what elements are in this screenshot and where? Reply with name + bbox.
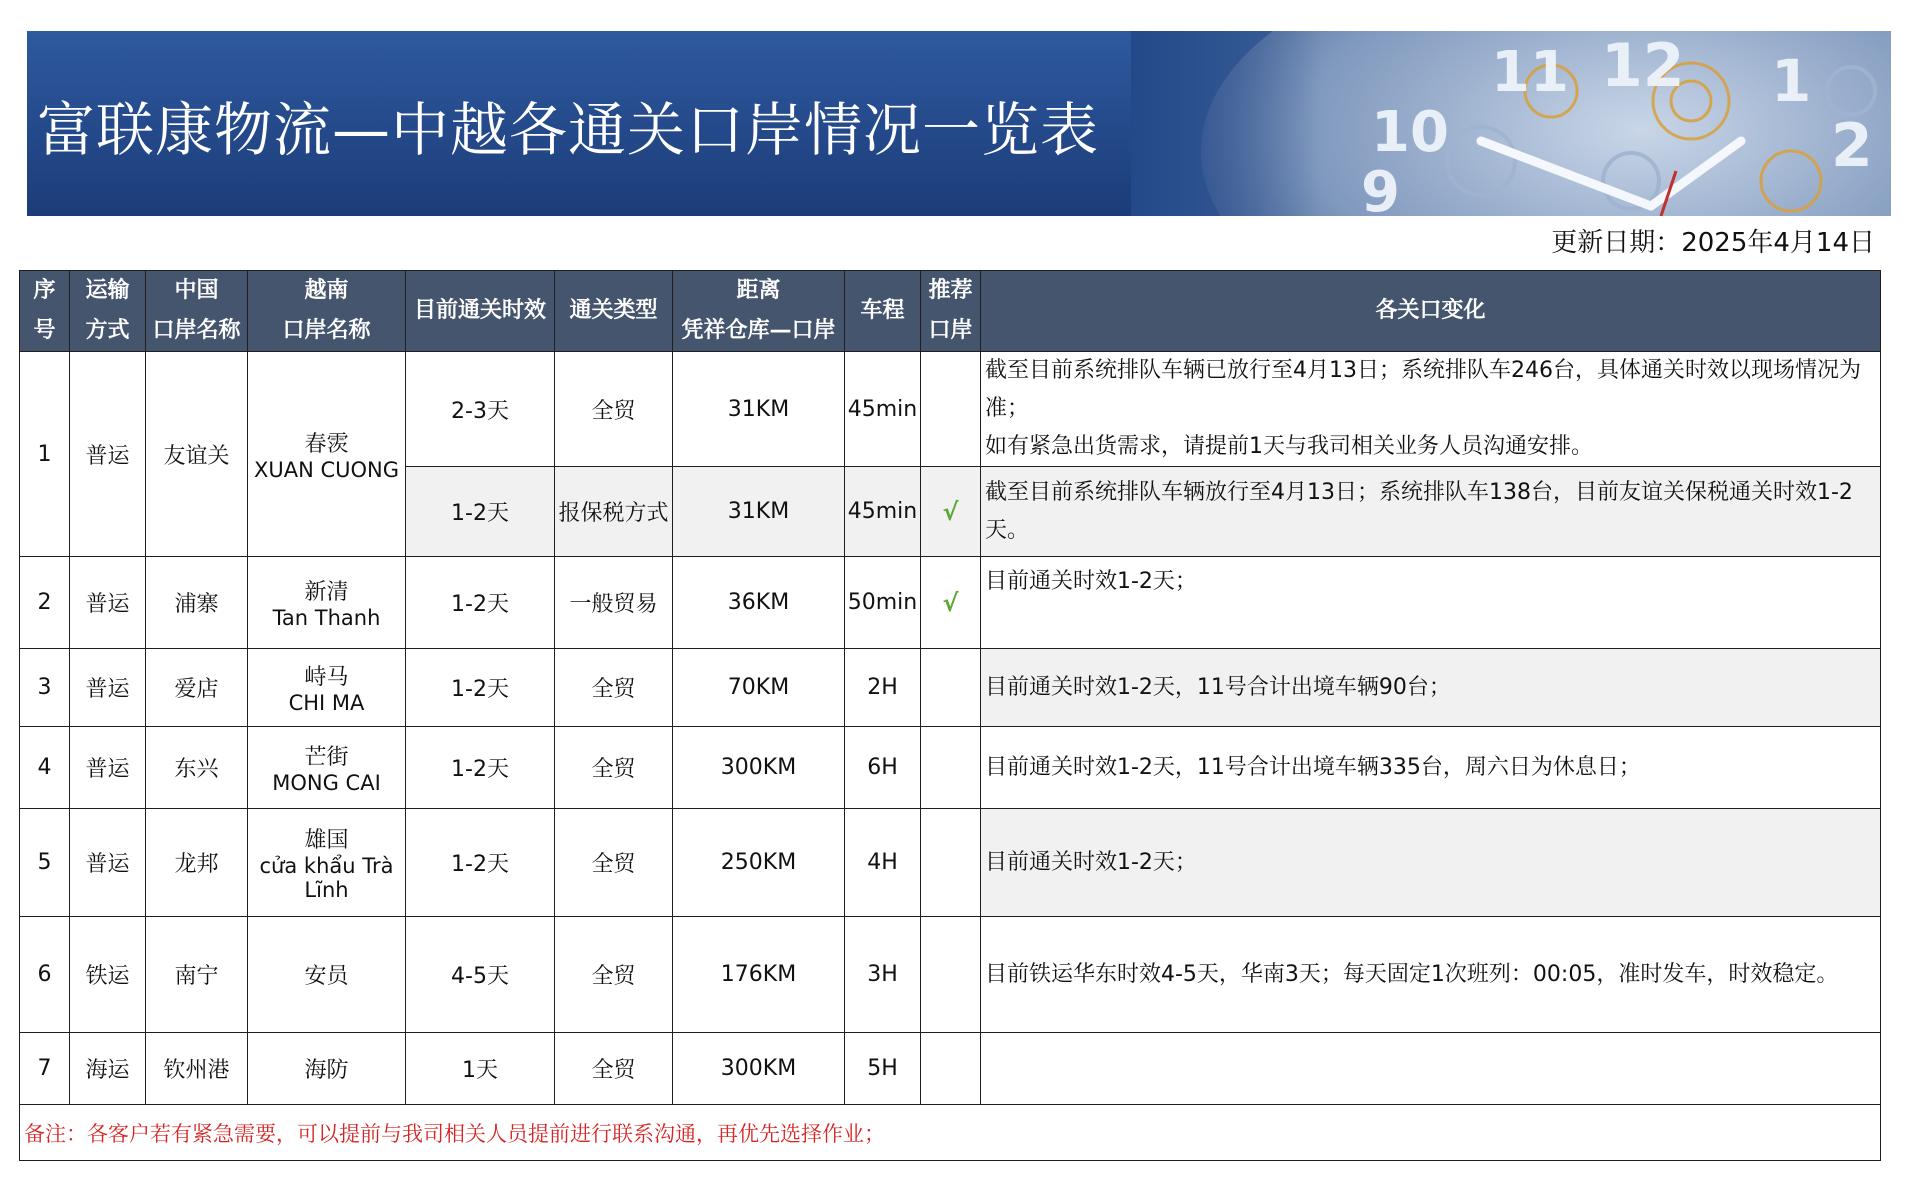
cell-changes: 目前通关时效1-2天；: [981, 809, 1881, 917]
cell-clearance-time: 1-2天: [406, 649, 555, 727]
cell-drive-time: 2H: [845, 649, 921, 727]
cell-distance: 70KM: [673, 649, 845, 727]
cell-transport: 普运: [70, 649, 146, 727]
cell-clearance-type: 一般贸易: [555, 557, 673, 649]
table-row: [20, 557, 1881, 649]
table-header-row: [20, 271, 1881, 352]
vn-port-local-name: XUAN CUONG: [253, 457, 400, 482]
cell-clearance-time: 1-2天: [406, 727, 555, 809]
cell-recommended: [921, 467, 981, 557]
header-drive-time: 车程: [845, 271, 921, 352]
cell-distance: 31KM: [673, 467, 845, 557]
cell-transport: 普运: [70, 557, 146, 649]
cell-clearance-type: 全贸: [555, 727, 673, 809]
cell-changes: 目前通关时效1-2天；: [981, 557, 1881, 649]
port-status-table: [19, 270, 1881, 1161]
vn-port-local-name: cửa khẩu Trà Lĩnh: [259, 854, 394, 902]
cell-seq: 6: [20, 917, 70, 1033]
table-row: [20, 917, 1881, 1033]
cell-clearance-type: 全贸: [555, 1033, 673, 1105]
vn-port-local-name: CHI MA: [288, 691, 365, 715]
table-row: [20, 809, 1881, 917]
cell-changes: 目前铁运华东时效4-5天，华南3天；每天固定1次班列：00:05，准时发车，时效稳定。: [981, 917, 1881, 1033]
cell-cn-port: 友谊关: [146, 352, 248, 557]
vn-port-cn-name: 春䨏: [304, 431, 349, 457]
cell-changes: 目前通关时效1-2天，11号合计出境车辆335台，周六日为休息日；: [981, 727, 1881, 809]
cell-clearance-type: 全贸: [555, 917, 673, 1033]
cell-cn-port: 南宁: [146, 917, 248, 1033]
cell-vn-port: [248, 352, 406, 557]
update-date: 更新日期：2025年4月14日: [1551, 228, 1875, 258]
cell-clearance-type: 全贸: [555, 352, 673, 467]
cell-drive-time: 6H: [845, 727, 921, 809]
cell-seq: 1: [20, 352, 70, 557]
cell-clearance-time: 4-5天: [406, 917, 555, 1033]
vn-port-cn-name: 芒街: [304, 745, 349, 770]
cell-changes: 目前通关时效1-2天，11号合计出境车辆90台；: [981, 649, 1881, 727]
cell-clearance-type: 全贸: [555, 809, 673, 917]
cell-clearance-time: 2-3天: [406, 352, 555, 467]
cell-transport: 海运: [70, 1033, 146, 1105]
cell-changes: 截至目前系统排队车辆已放行至4月13日；系统排队车246台，具体通关时效以现场情况为准； 如有紧急出货需求，请提前1天与我司相关业务人员沟通安排。: [981, 352, 1881, 467]
cell-changes: [981, 1033, 1881, 1105]
vn-port-local-name: Tan Thanh: [272, 606, 381, 630]
cell-cn-port: 东兴: [146, 727, 248, 809]
note-row: [20, 1105, 1881, 1161]
cell-vn-port: [248, 917, 406, 1033]
cell-distance: 36KM: [673, 557, 845, 649]
cell-recommended: [921, 352, 981, 467]
cell-drive-time: 4H: [845, 809, 921, 917]
cell-transport: 铁运: [70, 917, 146, 1033]
cell-drive-time: 45min: [845, 467, 921, 557]
cell-clearance-time: 1-2天: [406, 557, 555, 649]
cell-cn-port: 爱店: [146, 649, 248, 727]
cell-clearance-type: 全贸: [555, 649, 673, 727]
header-cn-port: 中国 口岸名称: [146, 271, 248, 352]
cell-seq: 2: [20, 557, 70, 649]
page-title: 富联康物流—中越各通关口岸情况一览表: [37, 96, 1100, 164]
cell-transport: 普运: [70, 809, 146, 917]
cell-vn-port: [248, 727, 406, 809]
vn-port-cn-name: 峙马: [304, 665, 349, 690]
cell-recommended: [921, 1033, 981, 1105]
header-transport: 运输 方式: [70, 271, 146, 352]
cell-recommended: [921, 917, 981, 1033]
table-row: [20, 1033, 1881, 1105]
cell-cn-port: 浦寨: [146, 557, 248, 649]
footnote: 备注：各客户若有紧急需要，可以提前与我司相关人员提前进行联系沟通，再优先选择作业；: [20, 1105, 1881, 1161]
header-seq: 序 号: [20, 271, 70, 352]
cell-recommended: [921, 727, 981, 809]
header-clearance-time: 目前通关时效: [406, 271, 555, 352]
cell-vn-port: [248, 1033, 406, 1105]
vn-port-local-name: MONG CAI: [272, 771, 381, 795]
cell-cn-port: 钦州港: [146, 1033, 248, 1105]
table-row: [20, 727, 1881, 809]
vn-port-cn-name: 安员: [304, 964, 349, 989]
cell-transport: 普运: [70, 352, 146, 557]
cell-clearance-time: 1天: [406, 1033, 555, 1105]
header-changes: 各关口变化: [981, 271, 1881, 352]
header-distance: 距离 凭祥仓库—口岸: [673, 271, 845, 352]
cell-distance: 300KM: [673, 1033, 845, 1105]
cell-vn-port: [248, 557, 406, 649]
header-vn-port: 越南 口岸名称: [248, 271, 406, 352]
cell-seq: 4: [20, 727, 70, 809]
cell-distance: 176KM: [673, 917, 845, 1033]
cell-recommended: [921, 557, 981, 649]
table-row: [20, 352, 1881, 467]
cell-distance: 250KM: [673, 809, 845, 917]
cell-clearance-time: 1-2天: [406, 809, 555, 917]
cell-clearance-type: 报保税方式: [555, 467, 673, 557]
cell-seq: 3: [20, 649, 70, 727]
cell-transport: 普运: [70, 727, 146, 809]
cell-clearance-time: 1-2天: [406, 467, 555, 557]
cell-cn-port: 龙邦: [146, 809, 248, 917]
cell-seq: 7: [20, 1033, 70, 1105]
vn-port-cn-name: 新清: [304, 580, 349, 605]
cell-drive-time: 3H: [845, 917, 921, 1033]
cell-vn-port: [248, 649, 406, 727]
cell-seq: 5: [20, 809, 70, 917]
cell-vn-port: [248, 809, 406, 917]
header-recommended: 推荐 口岸: [921, 271, 981, 352]
vn-port-cn-name: 海防: [304, 1058, 349, 1083]
cell-recommended: [921, 809, 981, 917]
cell-recommended: [921, 649, 981, 727]
cell-drive-time: 45min: [845, 352, 921, 467]
cell-drive-time: 5H: [845, 1033, 921, 1105]
cell-changes: 截至目前系统排队车辆放行至4月13日；系统排队车138台，目前友谊关保税通关时效1-2天。: [981, 467, 1881, 557]
header-clearance-type: 通关类型: [555, 271, 673, 352]
vn-port-cn-name: 雄国: [304, 828, 349, 853]
table-row: [20, 649, 1881, 727]
title-banner: [27, 31, 1891, 216]
check-icon: √: [942, 497, 959, 526]
cell-distance: 31KM: [673, 352, 845, 467]
check-icon: √: [942, 588, 959, 617]
clock-gears-icon: [1131, 31, 1891, 216]
cell-drive-time: 50min: [845, 557, 921, 649]
cell-distance: 300KM: [673, 727, 845, 809]
